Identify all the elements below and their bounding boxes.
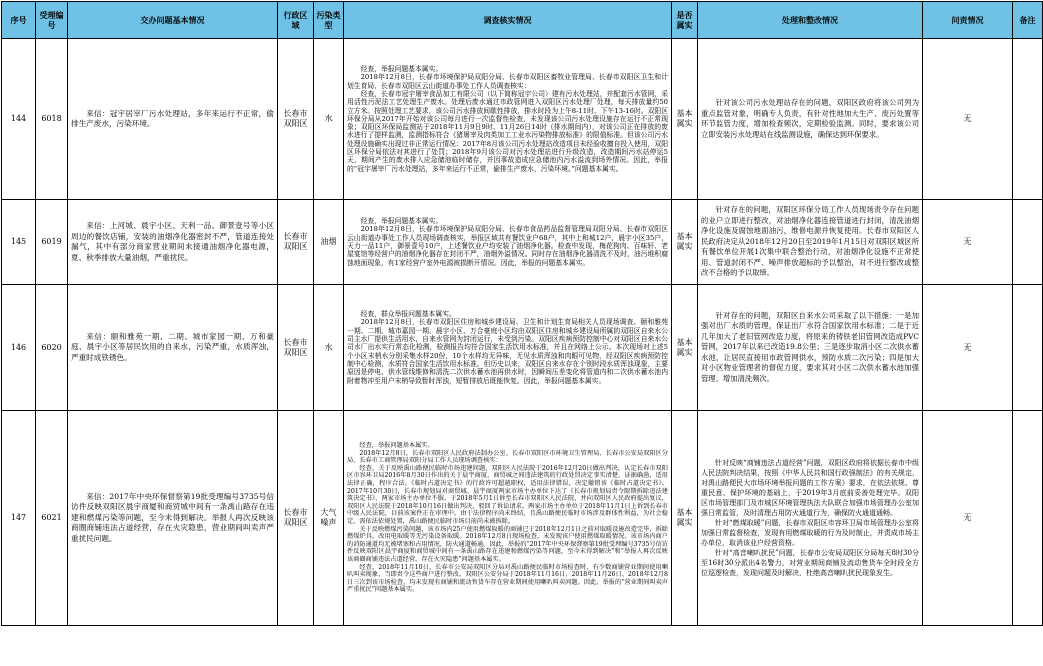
cell-rectification: 针对存在的问题，双阳区自来水公司采取了以下措施：一是加强对出厂水质的管理，保证出厂水符合国家饮用水标准；二是于近几年加大了老旧管网改造力度，将原来的铸铁老旧管网改造成PVC管网，2017年以来已改造19.8公里；三是逐步取消小区二次供水蓄水池，让居民直接用市政管网供水，预防水质二次污染；四是加大对小区物业管理者的督促力度，要求其对小区二次供水蓄水池加强管理、增加清洗频次。	[698, 285, 923, 411]
header-case-no: 受理编号	[36, 2, 68, 39]
header-accountability: 问责情况	[923, 2, 1013, 39]
header-rectification: 处理和整改情况	[698, 2, 923, 39]
cell-accountability: 无	[923, 285, 1013, 411]
header-remark: 备注	[1013, 2, 1043, 39]
cell-rectification: 针对存在的问题，双阳区环保分局工作人员现场责令存在问题的业户立即进行整改，对油烟净化器连接管道进行封闭，清洗油烟净化设施及腐蚀地面油污，维修电源并恢复使用。长春市双阳区人民政府决定从2018年12月20日至2019年1月15日对双阳区城区所有餐饮单位开展1次集中联合整治行动，对油烟净化设施不正常使用、管道封闭不严、噪声排放超标的予以整治，对不进行整改或整改不合格的予以取缔。	[698, 200, 923, 285]
cell-district: 长春市双阳区	[278, 285, 314, 411]
header-seq: 序号	[2, 2, 36, 39]
cell-case-no: 6018	[36, 39, 68, 200]
cell-investigation: 经查，群众举报问题基本属实。 2018年12月8日，长春市双阳区住房和城乡建设局、卫生和计划生育局相关人员现场调查。颐和雅苑一期、二期、城市嘉园一期、晨宇小区、万合豪庭小区均由双阳区住房和城乡建设局所属的双阳区自来水公司主水厂提供生活用水，自来水管网为封闭运行，未受到污染。双阳区疾病预防控制中心对双阳区自来水公司水厂出水实行常态化检测，检测报告均符合国家生活饮用水标准，并且在网络上公示。本次现场对上述5个小区末梢水分别采集水样20份，10个水样均无异味，无见水质浑浊和肉眼可见物，经双阳区疾病预防控制中心检测，水质符合国家生活饮用水标准。但历史以来，双阳区自来水存在个别时段水质浑浊现象，主要原因是停电、供水管线维修和清洗二次供水蓄水池再供水时，因瞬间压差变化将管道内和二次供水蓄水池内附着物冲至用户末梢导致暂时浑浊，短暂排放后既能恢复。因此，举报问题基本属实。	[344, 285, 672, 411]
cell-remark	[1013, 200, 1043, 285]
cell-district: 长春市双阳区	[278, 411, 314, 626]
cell-district: 长春市双阳区	[278, 200, 314, 285]
header-district: 行政区域	[278, 2, 314, 39]
cell-pollution: 水	[314, 39, 344, 200]
cell-accountability: 无	[923, 411, 1013, 626]
cell-case-no: 6021	[36, 411, 68, 626]
header-verified: 是否属实	[672, 2, 698, 39]
header-basic: 交办问题基本情况	[68, 2, 278, 39]
cell-verified: 基本属实	[672, 200, 698, 285]
cell-verified: 基本属实	[672, 411, 698, 626]
header-row	[2, 2, 1043, 39]
cell-pollution: 油烟	[314, 200, 344, 285]
cell-investigation: 经查，举报问题基本属实。 2018年12月8日，长春市环境保护局双阳分局、长春市双阳区畜牧业管理局、长春市双阳区卫生和计划生育局、长春市双阳区云山街道办事处工作人员调查核实： 经查，长春市冠宇屠宰食品加工有限公司（以下简称冠宇公司）建有污水处理站，并配套污水管网，采用活性污泥法工艺处理生产废水。处理后废水通过市政管网进入双阳区污水处理厂处理，每天排放量约50立方米。按照处理工艺要求，该公司污水排放间歇性排放，排水时段为上午8-11时、下午13-16时。双阳区环保分局从2017年开始对该公司每月进行一次监督性检查，未发现该公司污水处理设施存在运行不正常现象；双阳区环保局监测站于2018年11月9日9时、11月26日14时（排水期间内），对该公司正在排放的废水进行了提样监测，监测指标符合《猪屠宰及肉类加工工业水污染物排放标准》的限值标准。但该公司污水处理设施确实出现过非正常运行情况：2017年8月该公司污水处理站改造项目未经验收擅自投入使用，双阳区环保分局依法对其进行了处罚；2018年9月该公司对污水处理站进行升级改造，改造期间污水站停运5天，期间产生的废水排入应急储池临时储存，并因事故造成应急储池内污水溢流到场外情况。因此，举报的“冠宇屠宰厂污水处理站，多年来运行不正常，偷排生产废水，污染环境。”问题基本属实。	[344, 39, 672, 200]
cell-accountability: 无	[923, 39, 1013, 200]
cell-verified: 基本属实	[672, 285, 698, 411]
table-row	[2, 285, 1043, 411]
cell-pollution: 大气噪声	[314, 411, 344, 626]
table-row	[2, 39, 1043, 200]
cell-basic: 来信：2017年中央环保督察第19批受理编号3735号信访件反映双阳区晨宇商厦和商贸城中间有一条禹山路存在违建和燃煤污染等问题，至今未得到解决。举报人再次反映该商圈商铺违法占道经营，存在火灾隐患，营业期间叫卖声严重扰民问题。	[68, 411, 278, 626]
table-row	[2, 200, 1043, 285]
cell-seq: 147	[2, 411, 36, 626]
cell-case-no: 6020	[36, 285, 68, 411]
cell-basic: 来信：上河城、晨宇小区、天利一品、御景壹号等小区周边的餐饮店铺，安装的油烟净化器密封不严，管道连接处漏气，其中有部分商家营业期间未接通油烟净化器电源，夏、秋季排放大量油烟，严重扰民。	[68, 200, 278, 285]
cell-basic: 来信：冠宇居宰厂污水处理站，多年来运行不正常，偷排生产废水，污染环境。	[68, 39, 278, 200]
cell-accountability: 无	[923, 200, 1013, 285]
cell-basic: 来信：颐和雅苑一期、二期、城市家园一期、万和豪庭、晨宇小区等居民饮用的自来水，污染严重，水质浑浊，严重时成铁锈色。	[68, 285, 278, 411]
cell-rectification: 针对该公司污水处理站存在的问题，双阳区政府将该公司列为重点监管对象，明确专人负责，有针对性地加大生产、废污处置等环节监管力度，增加检查频次，定期检验监测。同时，要求该公司立即安装污水处理站在线监测设施，确保达到环保要求。	[698, 39, 923, 200]
case-table	[1, 1, 1043, 626]
cell-seq: 146	[2, 285, 36, 411]
cell-seq: 145	[2, 200, 36, 285]
cell-remark	[1013, 39, 1043, 200]
cell-investigation: 经查，举报问题基本属实。 2018年12月8日，长春市双阳区人民政府法制办公室、长春市双阳区市环境卫生管理局、长春市公安局双阳区分局、长春市工商管理局双阳分局工作人员现场调查核实： 经查，关于反映禹山路便民临时市场违建问题，双阳区人民法院于2016年12月20日做出判决，认定长春市双阳区市容环卫局2016年8月30日作出的关于晨宇商厦、商贸城之间违法建筑的行政处罚决定事实清楚，证据确凿，适用法律正确，程序合法。《临时占道决定书》的行政许可超越职权，适用法律错误，决定撤销该《临时占道决定书》。2017年10月30日，长春市规划局对商贸城、晨宇商厦两家市场主办单位下达了《长春市规划局责令限期拆除违法建筑决定书》，两家市场主办单位不服，于2018年5月1日诉至长春市双阳区人民法院，并向双阳区人民政府提出复议，双阳区人民法院于2018年10月16日做出判决，驳回了诉讼请求。两家市场主办单位于2018年11月1日上诉到长春市中级人民法院，目前该案件正在审理中。由于法律程序尚未终结，且禹山路便民临时市场涉及群体性利益，为社会稳定，需依法依规处置，禹山路便民临时市场目前尚未被拆除。 关于反映燃煤污染问题，该市场内25户使用燃煤取暖的商铺已于2018年12月1日之前对取暖设施改造完毕，拆除燃煤炉具，改用电取暖等无污染设备取暖。2018年12月8日现场检查，未发现该户使用燃煤取暖情况。该市场内商户的消防通道均无被堵塞和占用情况，防火通道畅通。因此，举报的“2017年中央环保督察第19批受理编号3735号信访件反映双阳区晨宇商厦和商贸城中间有一条禹山路存在违建和燃煤污染等问题，至今未得到解决”和“举报人再次反映该商圈商铺违法占道经营，存在火灾隐患”问题基本属实。 经查，2018年11月10日，长春市公安局双阳区分局对禹山路便民临时市场检查时，有少数商铺营业期间使用喇叭叫卖现象，当即责令这些商户进行整改。双阳区公安分局于2018年11月16日、2018年11月26日、2018年12月8日三次到该市场检查，均未发现有商铺和流动售货车存在营业期间使用喇叭叫卖问题。因此，举报的“营业期间叫卖声严重扰民”问题基本属实。	[344, 411, 672, 626]
cell-verified: 基本属实	[672, 39, 698, 200]
cell-district: 长春市双阳区	[278, 39, 314, 200]
header-pollution: 污染类型	[314, 2, 344, 39]
cell-remark	[1013, 411, 1043, 626]
cell-rectification: 针对反映“商铺违法占道经营”问题，双阳区政府将依据长春市中级人民法院判决结果，按照《中华人民共和国行政强制法》的有关规定，对禹山路便民大市场环境举报问题的工作方案》要求，在依法依规、尊重民意、保护环境的基础上，于2019年3月底前妥善处理完毕。双阳区市场管理部门及市城区环境管理执法大队联合加强市场管理办公室加强日常监管，及时清理占用防火通道行为，确保防火通道通畅。 针对“燃煤取暖”问题，长春市双阳区市容环卫局市场管理办公室将加强日常监督检查，发现有用燃煤取暖的行为及时制止，并责成市场主办单位，取消该业户经营资格。 针对“高音喇叭扰民”问题，长春市公安局双阳区分局每天8时30分至16时30分派出4名警力，对营业期间商铺及流动售货车全时段全方位巡逻检查，发现问题及时解决，杜绝高音喇叭扰民现象发生。	[698, 411, 923, 626]
cell-seq: 144	[2, 39, 36, 200]
cell-investigation: 经查，举报问题基本属实。 2018年12月8日，长春市环境保护局双阳分局、长春市食品药品监督管理局双阳分局、长春市双阳区云山街道办事处工作人员现场调查核实，举报区域共有餐饮业户68户，其中上和城12户，晨宇小区35户，天力一品11户，御景壹号10户，上述餐饮业户均安装了油烟净化器。检查中发现，梅花狗肉、百味轩、老屋宴馆等经营户的油烟净化器存在封闭不严，油烟外溢情况。同时存在油烟净化器清洗不及时，油污堆积腐蚀地面现象，有1家经营户室外电源被损断开情况。因此，举报的问题基本属实。	[344, 200, 672, 285]
cell-pollution: 水	[314, 285, 344, 411]
cell-remark	[1013, 285, 1043, 411]
cell-case-no: 6019	[36, 200, 68, 285]
header-investigation: 调查核实情况	[344, 2, 672, 39]
table-row	[2, 411, 1043, 626]
